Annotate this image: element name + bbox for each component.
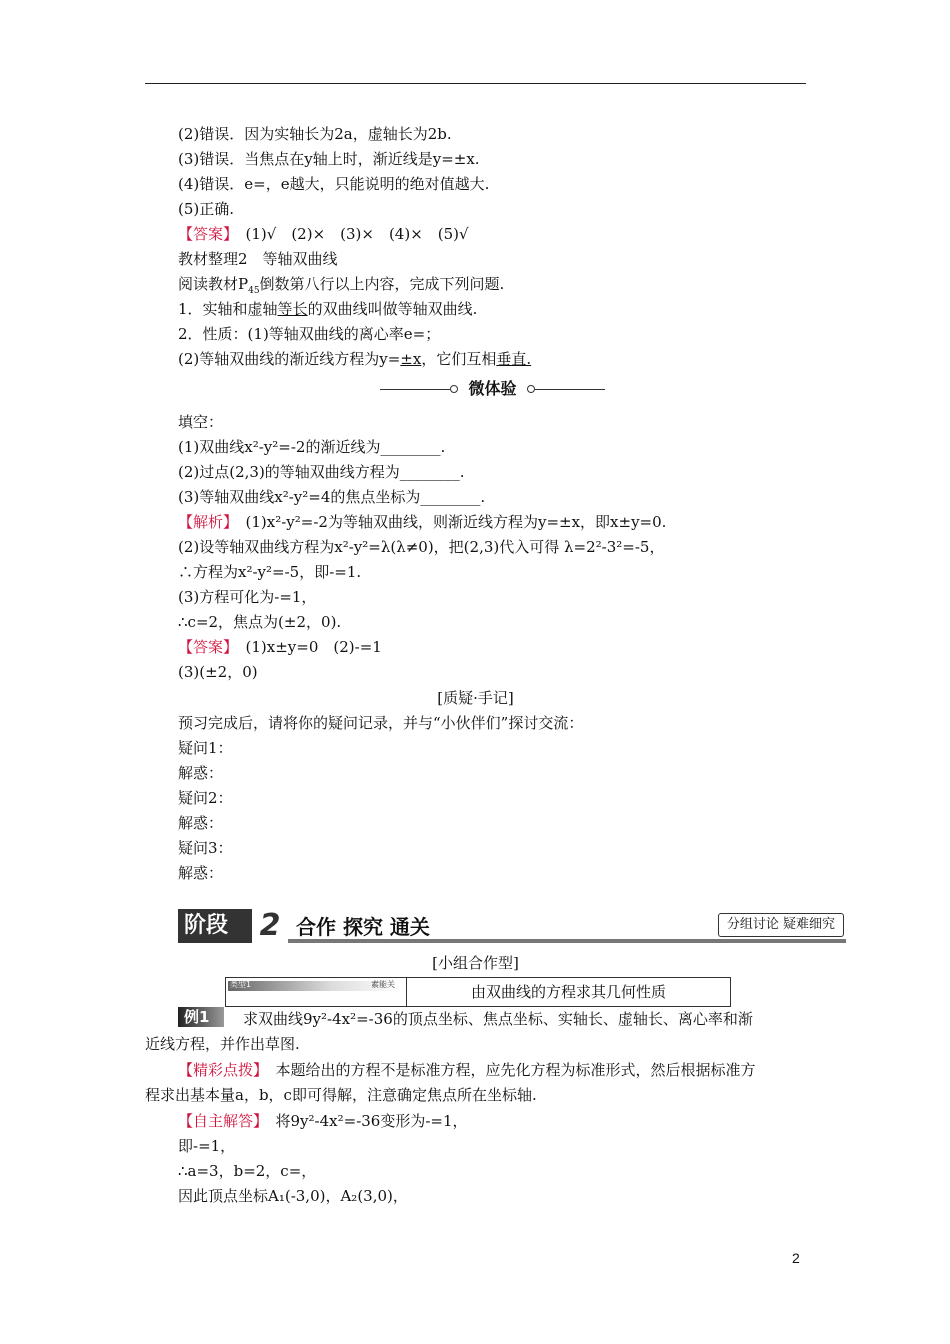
notes-item: 解惑： bbox=[178, 764, 224, 782]
stage-banner bbox=[178, 909, 846, 943]
hint-line: 【精彩点拨】 本题给出的方程不是标准方程，应先化方程为标准形式，然后根据标准方 bbox=[178, 1061, 756, 1079]
solve-line: 因此顶点坐标A₁(-3,0)，A₂(3,0)， bbox=[178, 1187, 408, 1205]
material-item-3: (2)等轴双曲线的渐近线方程为y=±x，它们互相垂直. bbox=[178, 350, 532, 368]
notes-item: 疑问2： bbox=[178, 789, 233, 807]
header-rule bbox=[145, 83, 806, 84]
fill-title: 填空： bbox=[178, 413, 224, 431]
answer-tag: 【答案】 bbox=[178, 638, 231, 656]
stage-tag: 分组讨论 疑难细究 bbox=[718, 913, 844, 937]
solve-tag: 【自主解答】 bbox=[178, 1112, 261, 1130]
fill-question: (1)双曲线x²-y²=-2的渐近线为________. bbox=[178, 438, 446, 456]
fill-question: (3)等轴双曲线x²-y²=4的焦点坐标为________. bbox=[178, 488, 486, 506]
text-line: (3)错误．当焦点在y轴上时，渐近线是y=±x. bbox=[178, 150, 480, 168]
answer-line-1 bbox=[178, 224, 469, 244]
solve-line: 即-=1， bbox=[178, 1137, 236, 1155]
analysis-tag: 【解析】 bbox=[178, 513, 231, 531]
analysis-line: (3)方程可化为-=1， bbox=[178, 588, 317, 606]
divider-title: 微体验 bbox=[468, 379, 517, 398]
answer-line-2b: (3)(±2，0) bbox=[178, 663, 258, 681]
type-box: 类型1 素能关 由双曲线的方程求其几何性质 bbox=[225, 977, 731, 1007]
text-line: (2)错误．因为实轴长为2a，虚轴长为2b. bbox=[178, 125, 452, 143]
text-line: (5)正确. bbox=[178, 200, 235, 218]
analysis-line: (2)设等轴双曲线方程为x²-y²=λ(λ≠0)，把(2,3)代入可得 λ=2²-3²=-5， bbox=[178, 538, 665, 556]
example-badge: 例1 bbox=[178, 1007, 228, 1027]
answer-tag: 【答案】 bbox=[178, 225, 231, 243]
notes-item: 疑问3： bbox=[178, 839, 233, 857]
text-line: (4)错误．e=，e越大，只能说明的绝对值越大. bbox=[178, 175, 490, 193]
material-title: 教材整理2 等轴双曲线 bbox=[178, 250, 338, 268]
notes-item: 疑问1： bbox=[178, 739, 233, 757]
material-read: 阅读教材$P_{45}$倒数第八行以上内容，完成下列问题. bbox=[178, 275, 505, 296]
hint-tag: 【精彩点拨】 bbox=[178, 1061, 261, 1079]
analysis-line: ∴c=2，焦点为(±2，0). bbox=[178, 613, 342, 631]
stage-number: 2 bbox=[252, 909, 288, 943]
example-line: 近线方程，并作出草图. bbox=[145, 1035, 300, 1053]
section-divider bbox=[380, 378, 605, 400]
type-title: 由双曲线的方程求其几何性质 bbox=[470, 983, 666, 1001]
solve-line: ∴a=3，b=2，c=， bbox=[178, 1162, 317, 1180]
notes-title: [质疑·手记] bbox=[437, 689, 514, 707]
example-line: 求双曲线9y²-4x²=-36的顶点坐标、焦点坐标、实轴长、虚轴长、离心率和渐 bbox=[228, 1010, 753, 1028]
group-title: [小组合作型] bbox=[432, 954, 519, 972]
fill-question: (2)过点(2,3)的等轴双曲线方程为________. bbox=[178, 463, 465, 481]
stage-label: 阶段 bbox=[178, 909, 278, 943]
analysis-line: ∴方程为x²-y²=-5，即-=1. bbox=[178, 563, 362, 581]
answer-line-2: 【答案】 (1)x±y=0 (2)-=1 bbox=[178, 638, 382, 656]
solve-line: 【自主解答】 将9y²-4x²=-36变形为-=1， bbox=[178, 1112, 468, 1130]
material-item-2: 2．性质：(1)等轴双曲线的离心率e=； bbox=[178, 325, 441, 343]
answer-text: (1)√ (2)× (3)× (4)× (5)√ bbox=[230, 225, 469, 243]
stage-title: 合作 探究 通关 bbox=[296, 915, 430, 939]
material-item-1: 1．实轴和虚轴等长的双曲线叫做等轴双曲线. bbox=[178, 300, 478, 318]
analysis-line: 【解析】 (1)x²-y²=-2为等轴双曲线，则渐近线方程为y=±x，即x±y=0. bbox=[178, 513, 667, 531]
notes-item: 解惑： bbox=[178, 864, 224, 882]
page-number: 2 bbox=[792, 1250, 800, 1266]
notes-intro: 预习完成后，请将你的疑问记录，并与“小伙伴们”探讨交流： bbox=[178, 714, 584, 732]
hint-line: 程求出基本量a，b，c即可得解，注意确定焦点所在坐标轴. bbox=[145, 1086, 537, 1104]
notes-item: 解惑： bbox=[178, 814, 224, 832]
